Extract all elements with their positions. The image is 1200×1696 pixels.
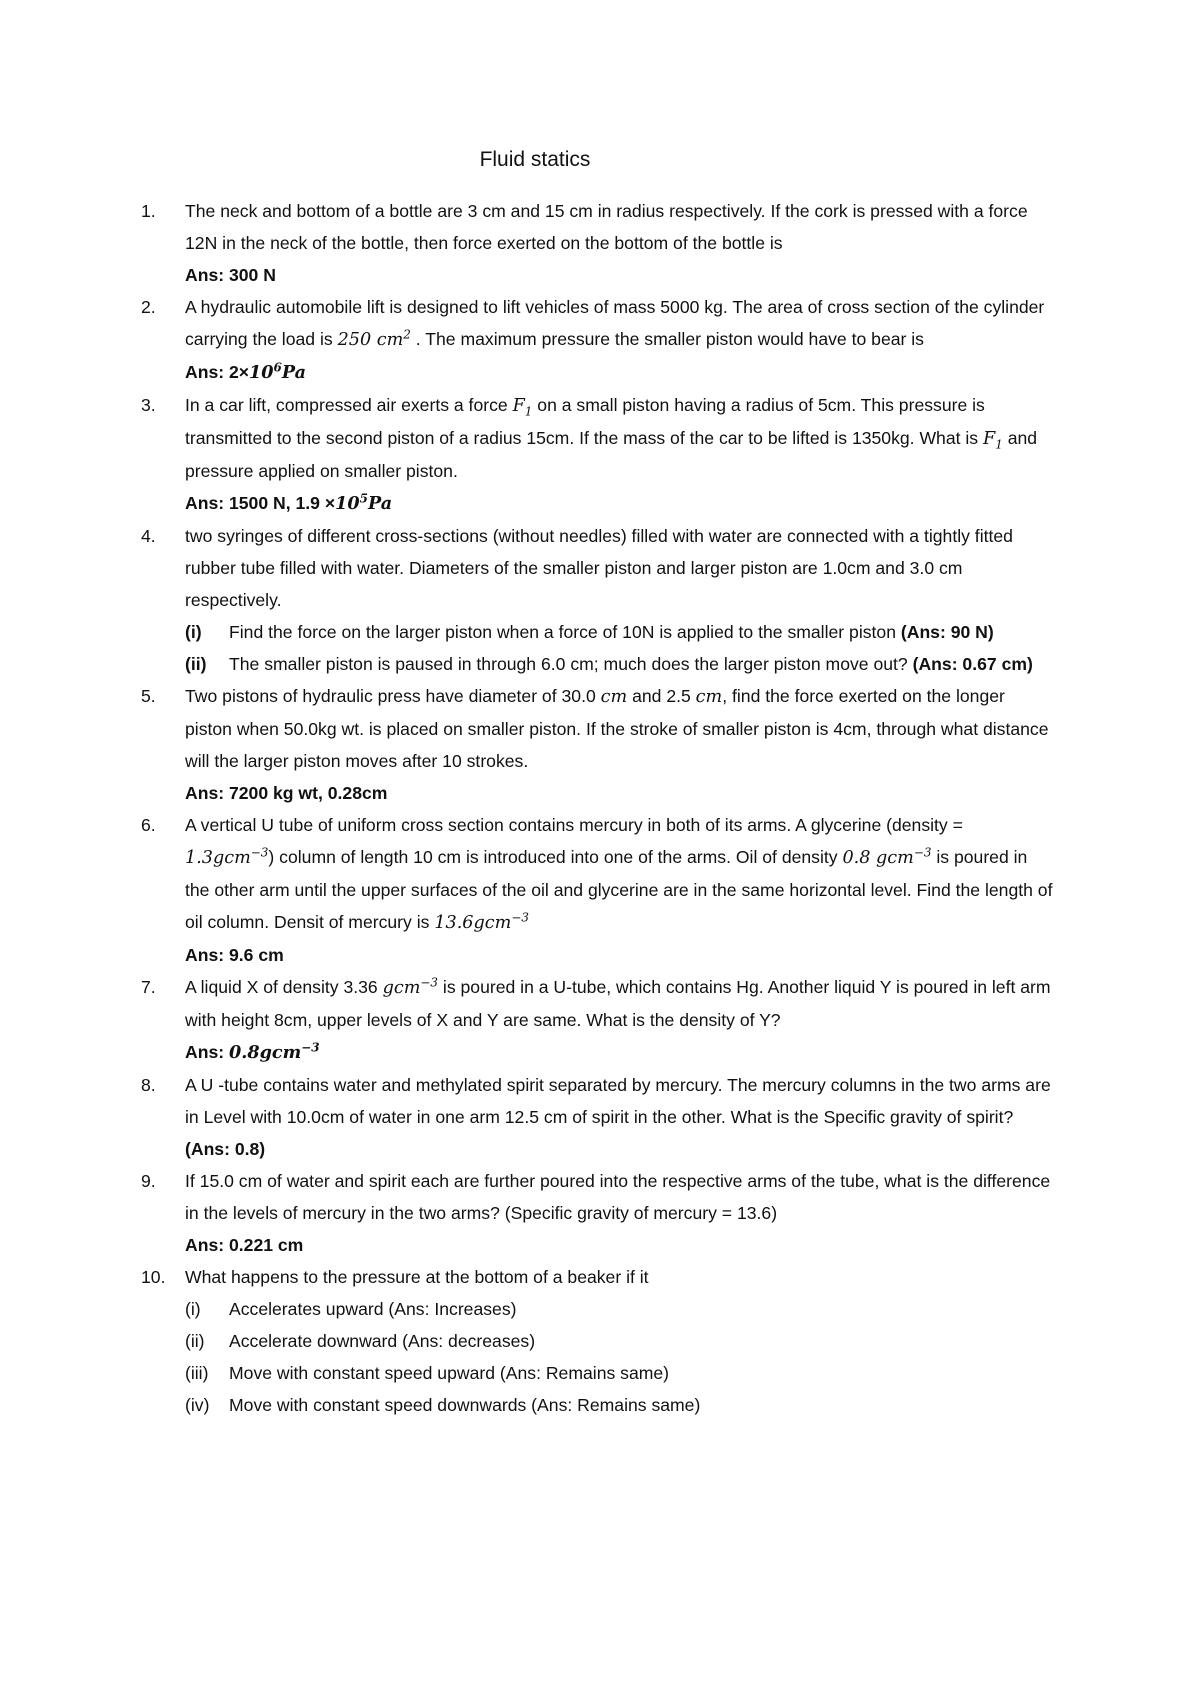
force-symbol: F: [983, 429, 996, 449]
answer-exponent: −3: [301, 1040, 320, 1055]
force-subscript: 1: [524, 404, 533, 419]
answer-label: Ans:: [185, 362, 229, 382]
sub-question-text: The smaller piston is paused in through 6.0 cm; much does the larger piston move out?: [229, 654, 913, 674]
math-exponent: −3: [511, 910, 529, 925]
question-text: Two pistons of hydraulic press have diameter of 30.0: [185, 686, 601, 706]
question-number: 10.: [141, 1267, 166, 1287]
answer-times: ×: [324, 493, 336, 513]
question-text: The neck and bottom of a bottle are 3 cm and 15 cm in radius respectively. If the cork is pressed with a force 12N in the neck of the bottle, then force exerted on the bottom of the bottle is: [185, 201, 1028, 253]
answer-unit: gcm: [259, 1042, 302, 1063]
math-unit: cm: [600, 687, 628, 707]
sub-question-number: (ii): [185, 1331, 205, 1351]
answer: Ans: 7200 kg wt, 0.28cm: [185, 783, 388, 803]
answer-value: 0.8: [228, 1042, 260, 1063]
sub-question-number: (ii): [185, 654, 207, 674]
question-number: 9.: [141, 1171, 156, 1191]
math-exponent: −3: [250, 845, 269, 860]
answer-base: 10: [335, 493, 360, 514]
question-text: ) column of length 10 cm is introduced into one of the arms. Oil of density: [268, 847, 843, 867]
question-text: . The maximum pressure the smaller piston would have to bear is: [410, 329, 924, 349]
sub-question-number: (iv): [185, 1395, 210, 1415]
math-unit: gcm: [876, 848, 914, 868]
sub-question: [185, 1293, 1056, 1325]
question-text: and pressure applied on smaller piston.: [185, 428, 1038, 481]
answer: Ans: 0.221 cm: [185, 1235, 304, 1255]
question-2: [141, 291, 1056, 389]
question-text: What happens to the pressure at the bottom of a beaker if it: [185, 1267, 649, 1287]
question-text: is poured in a U-tube, which contains Hg. Another liquid Y is poured in left arm with height 8cm, upper levels of X and Y are same. What is the density of Y?: [185, 977, 1051, 1030]
math-exponent: −3: [913, 845, 932, 860]
sub-question: [185, 1389, 1056, 1421]
sub-question-text: Accelerates upward (Ans: Increases): [229, 1299, 517, 1319]
question-number: 4.: [141, 526, 156, 546]
question-number: 8.: [141, 1075, 156, 1095]
page-title: Fluid statics: [479, 148, 591, 171]
sub-question-text: Find the force on the larger piston when a force of 10N is applied to the smaller piston: [229, 622, 901, 642]
question-text: and 2.5: [627, 686, 696, 706]
math-value: 1.3: [185, 848, 213, 868]
answer: Ans: 9.6 cm: [185, 945, 284, 965]
sub-question: [185, 1357, 1056, 1389]
force-symbol: F: [512, 396, 525, 416]
answer-exponent: 6: [273, 360, 282, 375]
question-text: If 15.0 cm of water and spirit each are further poured into the respective arms of the tube, what is the difference in the levels of mercury in the two arms? (Specific gravity of mercury = 13.6): [185, 1171, 1051, 1223]
sub-question: [185, 1325, 1056, 1357]
question-3: [141, 389, 1056, 520]
math-value: 250: [337, 330, 377, 350]
question-10: [141, 1261, 1056, 1421]
question-4: [141, 520, 1056, 680]
question-text: two syringes of different cross-sections (without needles) filled with water are connected with a tightly fitted rubber tube filled with water. Diameters of the smaller piston and larger piston are 1.0cm and 3.0 cm respectively.: [185, 526, 1013, 610]
sub-question: [185, 648, 1056, 680]
sub-question-text: Move with constant speed upward (Ans: Remains same): [229, 1363, 670, 1383]
question-list: [141, 195, 1056, 1421]
question-text: A U -tube contains water and methylated spirit separated by mercury. The mercury columns in the two arms are in Level with 10.0cm of water in one arm 12.5 cm of spirit in the other. What is the Specific gravity of spirit?: [185, 1075, 1051, 1127]
question-7: [141, 971, 1056, 1069]
question-8: [141, 1069, 1056, 1165]
answer-unit: Pa: [367, 493, 393, 514]
sub-question-number: (iii): [185, 1363, 209, 1383]
force-subscript: 1: [995, 437, 1003, 452]
sub-question: [185, 616, 1056, 648]
sub-question-number: (i): [185, 622, 202, 642]
sub-question-text: Accelerate downward (Ans: decreases): [229, 1331, 536, 1351]
question-text: In a car lift, compressed air exerts a force: [185, 395, 513, 415]
question-1: [141, 195, 1056, 291]
math-value: 13.6: [434, 913, 474, 933]
math-unit: gcm: [473, 913, 512, 933]
math-exponent: 2: [403, 327, 411, 342]
question-9: [141, 1165, 1056, 1261]
question-number: 5.: [141, 686, 156, 706]
answer: (Ans: 0.67 cm): [912, 654, 1033, 674]
question-text: A liquid X of density 3.36: [185, 977, 383, 997]
answer-coef: 2×: [228, 362, 250, 382]
sub-question-text: Move with constant speed downwards (Ans: Remains same): [229, 1395, 701, 1415]
question-text: on a small piston having a radius of 5cm. This pressure is transmitted to the second piston of a radius 15cm. If the mass of the car to be lifted is 1350kg. What is: [185, 395, 985, 448]
answer-base: 10: [249, 362, 274, 383]
question-number: 7.: [141, 977, 156, 997]
question-text: A vertical U tube of uniform cross section contains mercury in both of its arms. A glycerine (density =: [185, 815, 963, 835]
answer: (Ans: 90 N): [900, 622, 994, 642]
math-unit: gcm: [382, 978, 421, 998]
answer-unit: Pa: [281, 362, 307, 383]
question-number: 6.: [141, 815, 156, 835]
math-unit: cm: [376, 330, 404, 350]
answer-label: Ans: 1500 N, 1.9: [185, 493, 325, 513]
question-number: 2.: [141, 297, 156, 317]
question-number: 1.: [141, 201, 156, 221]
question-text: , find the force exerted on the longer piston when 50.0kg wt. is placed on smaller piston. If the stroke of smaller piston is 4cm, through what distance will the larger piston moves after 10 strokes.: [185, 686, 1049, 771]
question-5: [141, 680, 1056, 809]
question-text: is poured in the other arm until the upper surfaces of the oil and glycerine are in the same horizontal level. Find the length of oil column. Densit of mercury is: [185, 847, 1053, 932]
answer-label: Ans:: [185, 1042, 229, 1062]
answer-exponent: 5: [359, 491, 368, 506]
answer: Ans: 300 N: [185, 265, 276, 285]
question-text: A hydraulic automobile lift is designed to lift vehicles of mass 5000 kg. The area of cross section of the cylinder carrying the load is: [185, 297, 1045, 349]
math-unit: gcm: [212, 848, 251, 868]
math-unit: cm: [695, 687, 723, 707]
question-number: 3.: [141, 395, 156, 415]
sub-question-number: (i): [185, 1299, 201, 1319]
math-exponent: −3: [420, 975, 439, 990]
math-value: 0.8: [842, 848, 877, 868]
answer: (Ans: 0.8): [185, 1139, 266, 1159]
question-6: [141, 809, 1056, 971]
